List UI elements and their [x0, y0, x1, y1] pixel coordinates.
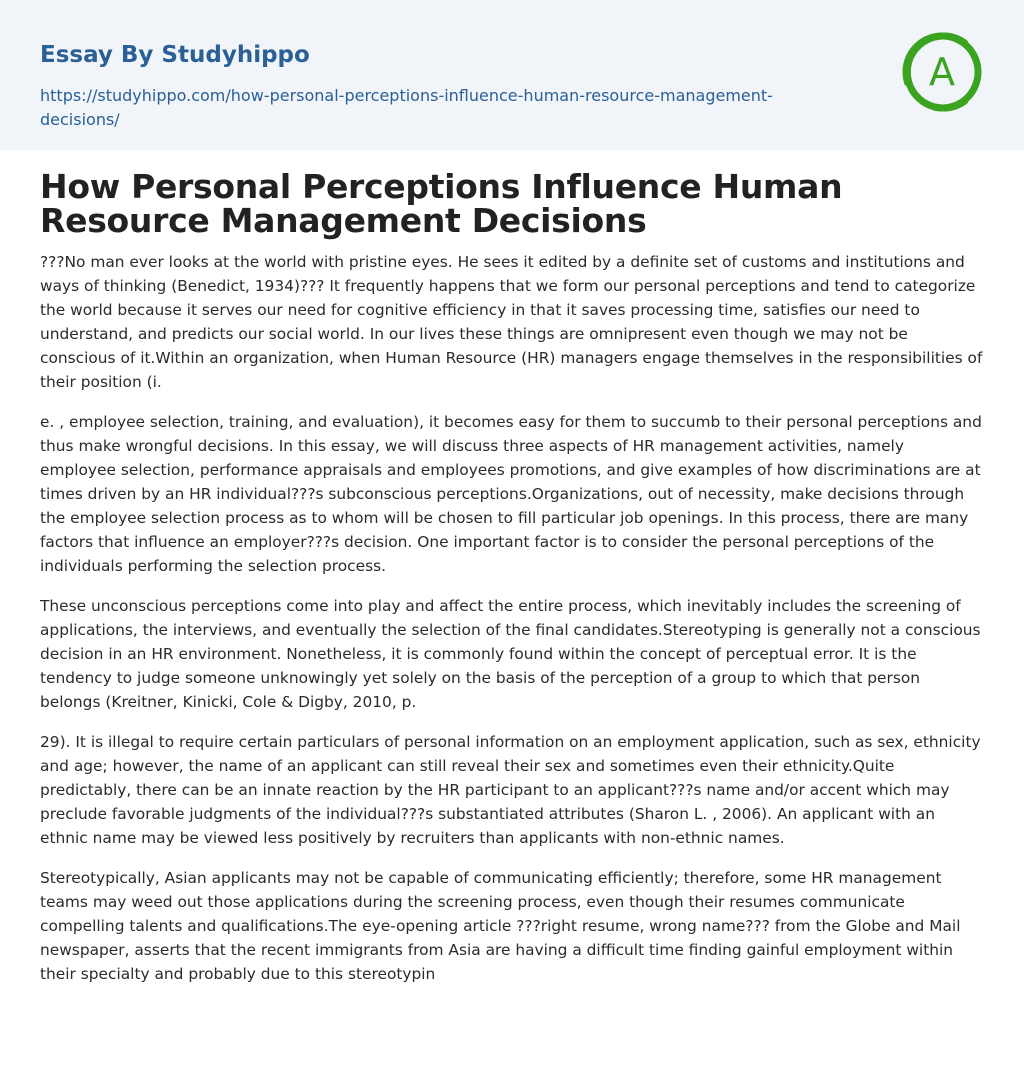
- studyhippo-logo-icon[interactable]: [900, 30, 984, 114]
- site-title: Essay By Studyhippo: [40, 42, 310, 68]
- essay-url-link[interactable]: https://studyhippo.com/how-personal-perceptions-influence-human-resource-management-decisions/: [40, 86, 773, 129]
- essay-paragraph-2: e. , employee selection, training, and evaluation), it becomes easy for them to succumb to their personal perceptions and thus make wrongful decisions. In this essay, we will discuss three aspects of HR management activities, namely employee selection, performance appraisals and employees promotions, and give examples of how discriminations are at times driven by an HR individual???s subconscious perceptions.Organizations, out of necessity, make decisions through the employee selection process as to whom will be chosen to fill particular job openings. In this process, there are many factors that influence an employer???s decision. One important factor is to consider the personal perceptions of the individuals performing the selection process.: [40, 413, 982, 575]
- site-header: [0, 0, 1024, 150]
- logo-letter: A: [929, 50, 955, 94]
- essay-content: [0, 150, 1024, 986]
- essay-paragraph-4: 29). It is illegal to require certain particulars of personal information on an employment application, such as sex, ethnicity and age; however, the name of an applicant can still reveal their sex and sometimes even their ethnicity.Quite predictably, there can be an innate reaction by the HR participant to an applicant???s name and/or accent which may preclude favorable judgments of the individual???s substantiated attributes (Sharon L. , 2006). An applicant with an ethnic name may be viewed less positively by recruiters than applicants with non-ethnic names.: [40, 733, 981, 847]
- essay-paragraph-1: ???No man ever looks at the world with pristine eyes. He sees it edited by a definite set of customs and institutions and ways of thinking (Benedict, 1934)??? It frequently happens that we form our personal perceptions and tend to categorize the world because it serves our need for cognitive efficiency in that it saves processing time, satisfies our need to understand, and predicts our social world. In our lives these things are omnipresent even though we may not be conscious of it.Within an organization, when Human Resource (HR) managers engage themselves in the responsibilities of their position (i.: [40, 253, 983, 391]
- essay-paragraph-3: These unconscious perceptions come into play and affect the entire process, which inevitably includes the screening of applications, the interviews, and eventually the selection of the final candidates.Stereotyping is generally not a conscious decision in an HR environment. Nonetheless, it is commonly found within the concept of perceptual error. It is the tendency to judge someone unknowingly yet solely on the basis of the perception of a group to which that person belongs (Kreitner, Kinicki, Cole & Digby, 2010, p.: [40, 597, 981, 711]
- essay-title: How Personal Perceptions Influence Human Resource Management Decisions: [40, 167, 843, 240]
- essay-paragraph-5: Stereotypically, Asian applicants may not be capable of communicating efficiently; therefore, some HR management teams may weed out those applications during the screening process, even though their resumes communicate compelling talents and qualifications.The eye-opening article ???right resume, wrong name??? from the Globe and Mail newspaper, asserts that the recent immigrants from Asia are having a difficult time finding gainful employment within their specialty and probably due to this stereotypin: [40, 869, 961, 983]
